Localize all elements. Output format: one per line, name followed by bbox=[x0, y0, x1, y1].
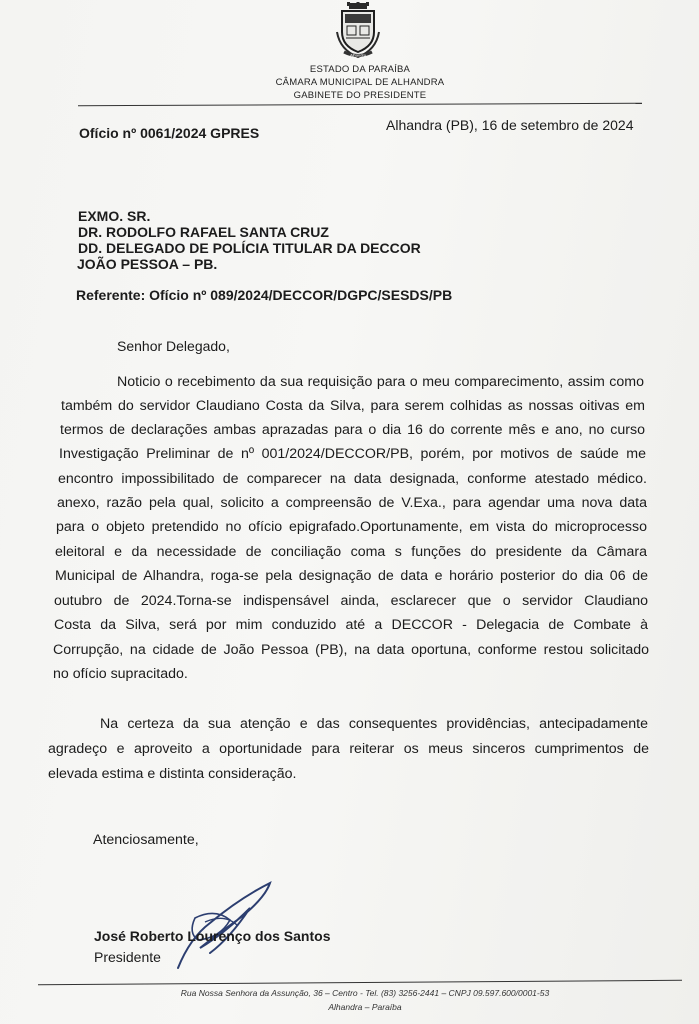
body-line: encontro impossibilitado de comparecer na data designada, conforme atestado médico. bbox=[58, 471, 647, 487]
body-line: no ofício supracitado. bbox=[53, 666, 188, 682]
body-line: anexo, razão pela qual, solicito a compreensão de V.Exa., para agendar uma nova data bbox=[57, 495, 647, 511]
body-line: para o objeto pretendido no ofício epigrafado.Oportunamente, em vista do microprocesso bbox=[56, 519, 647, 535]
salutation: Senhor Delegado, bbox=[117, 338, 230, 354]
body-line: agradeço e aproveito a oportunidade para reiterar os meus sinceros cumprimentos de bbox=[48, 741, 649, 757]
body-line: Corrupção, na cidade de João Pessoa (PB), na data oportuna, conforme restou solicitado bbox=[53, 642, 649, 658]
footer-city: Alhandra – Paraíba bbox=[328, 1002, 402, 1012]
letterhead-chamber: CÂMARA MUNICIPAL DE ALHANDRA bbox=[275, 77, 445, 88]
handwritten-signature bbox=[170, 878, 285, 973]
footer-divider bbox=[38, 980, 682, 985]
body-line: Costa da Silva, será por mim conduzido até a DECCOR - Delegacia de Combate à bbox=[54, 617, 648, 633]
signatory-title: Presidente bbox=[94, 949, 161, 965]
letterhead-office: GABINETE DO PRESIDENTE bbox=[293, 90, 427, 101]
body-line: elevada estima e distinta consideração. bbox=[48, 766, 297, 782]
letterhead-state: ESTADO DA PARAÍBA bbox=[309, 64, 411, 75]
coat-of-arms-emblem bbox=[334, 2, 382, 60]
body-line: Investigação Preliminar de nº 001/2024/DECCOR/PB, porém, por motivos de saúde me bbox=[59, 446, 646, 462]
header-divider bbox=[78, 103, 642, 106]
addressee-line: EXMO. SR. bbox=[78, 208, 151, 224]
svg-text:Alhandra: Alhandra bbox=[349, 52, 367, 58]
footer-address: Rua Nossa Senhora da Assunção, 36 – Centro - Tel. (83) 3256-2441 – CNPJ 09.597.600/0001-53 bbox=[180, 988, 550, 998]
body-line: termos de declarações ambas aprazadas para o dia 16 do corrente mês e ano, no curso bbox=[60, 422, 645, 438]
date-line: Alhandra (PB), 16 de setembro de 2024 bbox=[386, 117, 634, 133]
signatory-name: José Roberto Lourenço dos Santos bbox=[94, 928, 331, 944]
body-line: Na certeza da sua atenção e das consequentes providências, antecipadamente bbox=[100, 716, 648, 732]
addressee-line: DD. DELEGADO DE POLÍCIA TITULAR DA DECCOR bbox=[78, 240, 421, 256]
body-line: eleitoral e da necessidade de conciliação coma s funções do presidente da Câmara bbox=[55, 544, 647, 560]
reference-number: Ofício nº 0061/2024 GPRES bbox=[79, 125, 260, 141]
subject-line: Referente: Ofício nº 089/2024/DECCOR/DGPC/SESDS/PB bbox=[76, 287, 453, 303]
closing: Atenciosamente, bbox=[93, 832, 199, 848]
body-line: também do servidor Claudiano Costa da Silva, para serem colhidas as nossas oitivas em bbox=[61, 398, 645, 414]
body-line: outubro de 2024.Torna-se indispensável ainda, esclarecer que o servidor Claudiano bbox=[54, 593, 648, 609]
addressee-line: DR. RODOLFO RAFAEL SANTA CRUZ bbox=[78, 224, 329, 240]
body-line: Municipal de Alhandra, roga-se pela designação de data e horário posterior do dia 06 de bbox=[55, 568, 648, 584]
body-line: Noticio o recebimento da sua requisição para o meu comparecimento, assim como bbox=[117, 374, 644, 390]
addressee-line: JOÃO PESSOA – PB. bbox=[77, 256, 218, 272]
